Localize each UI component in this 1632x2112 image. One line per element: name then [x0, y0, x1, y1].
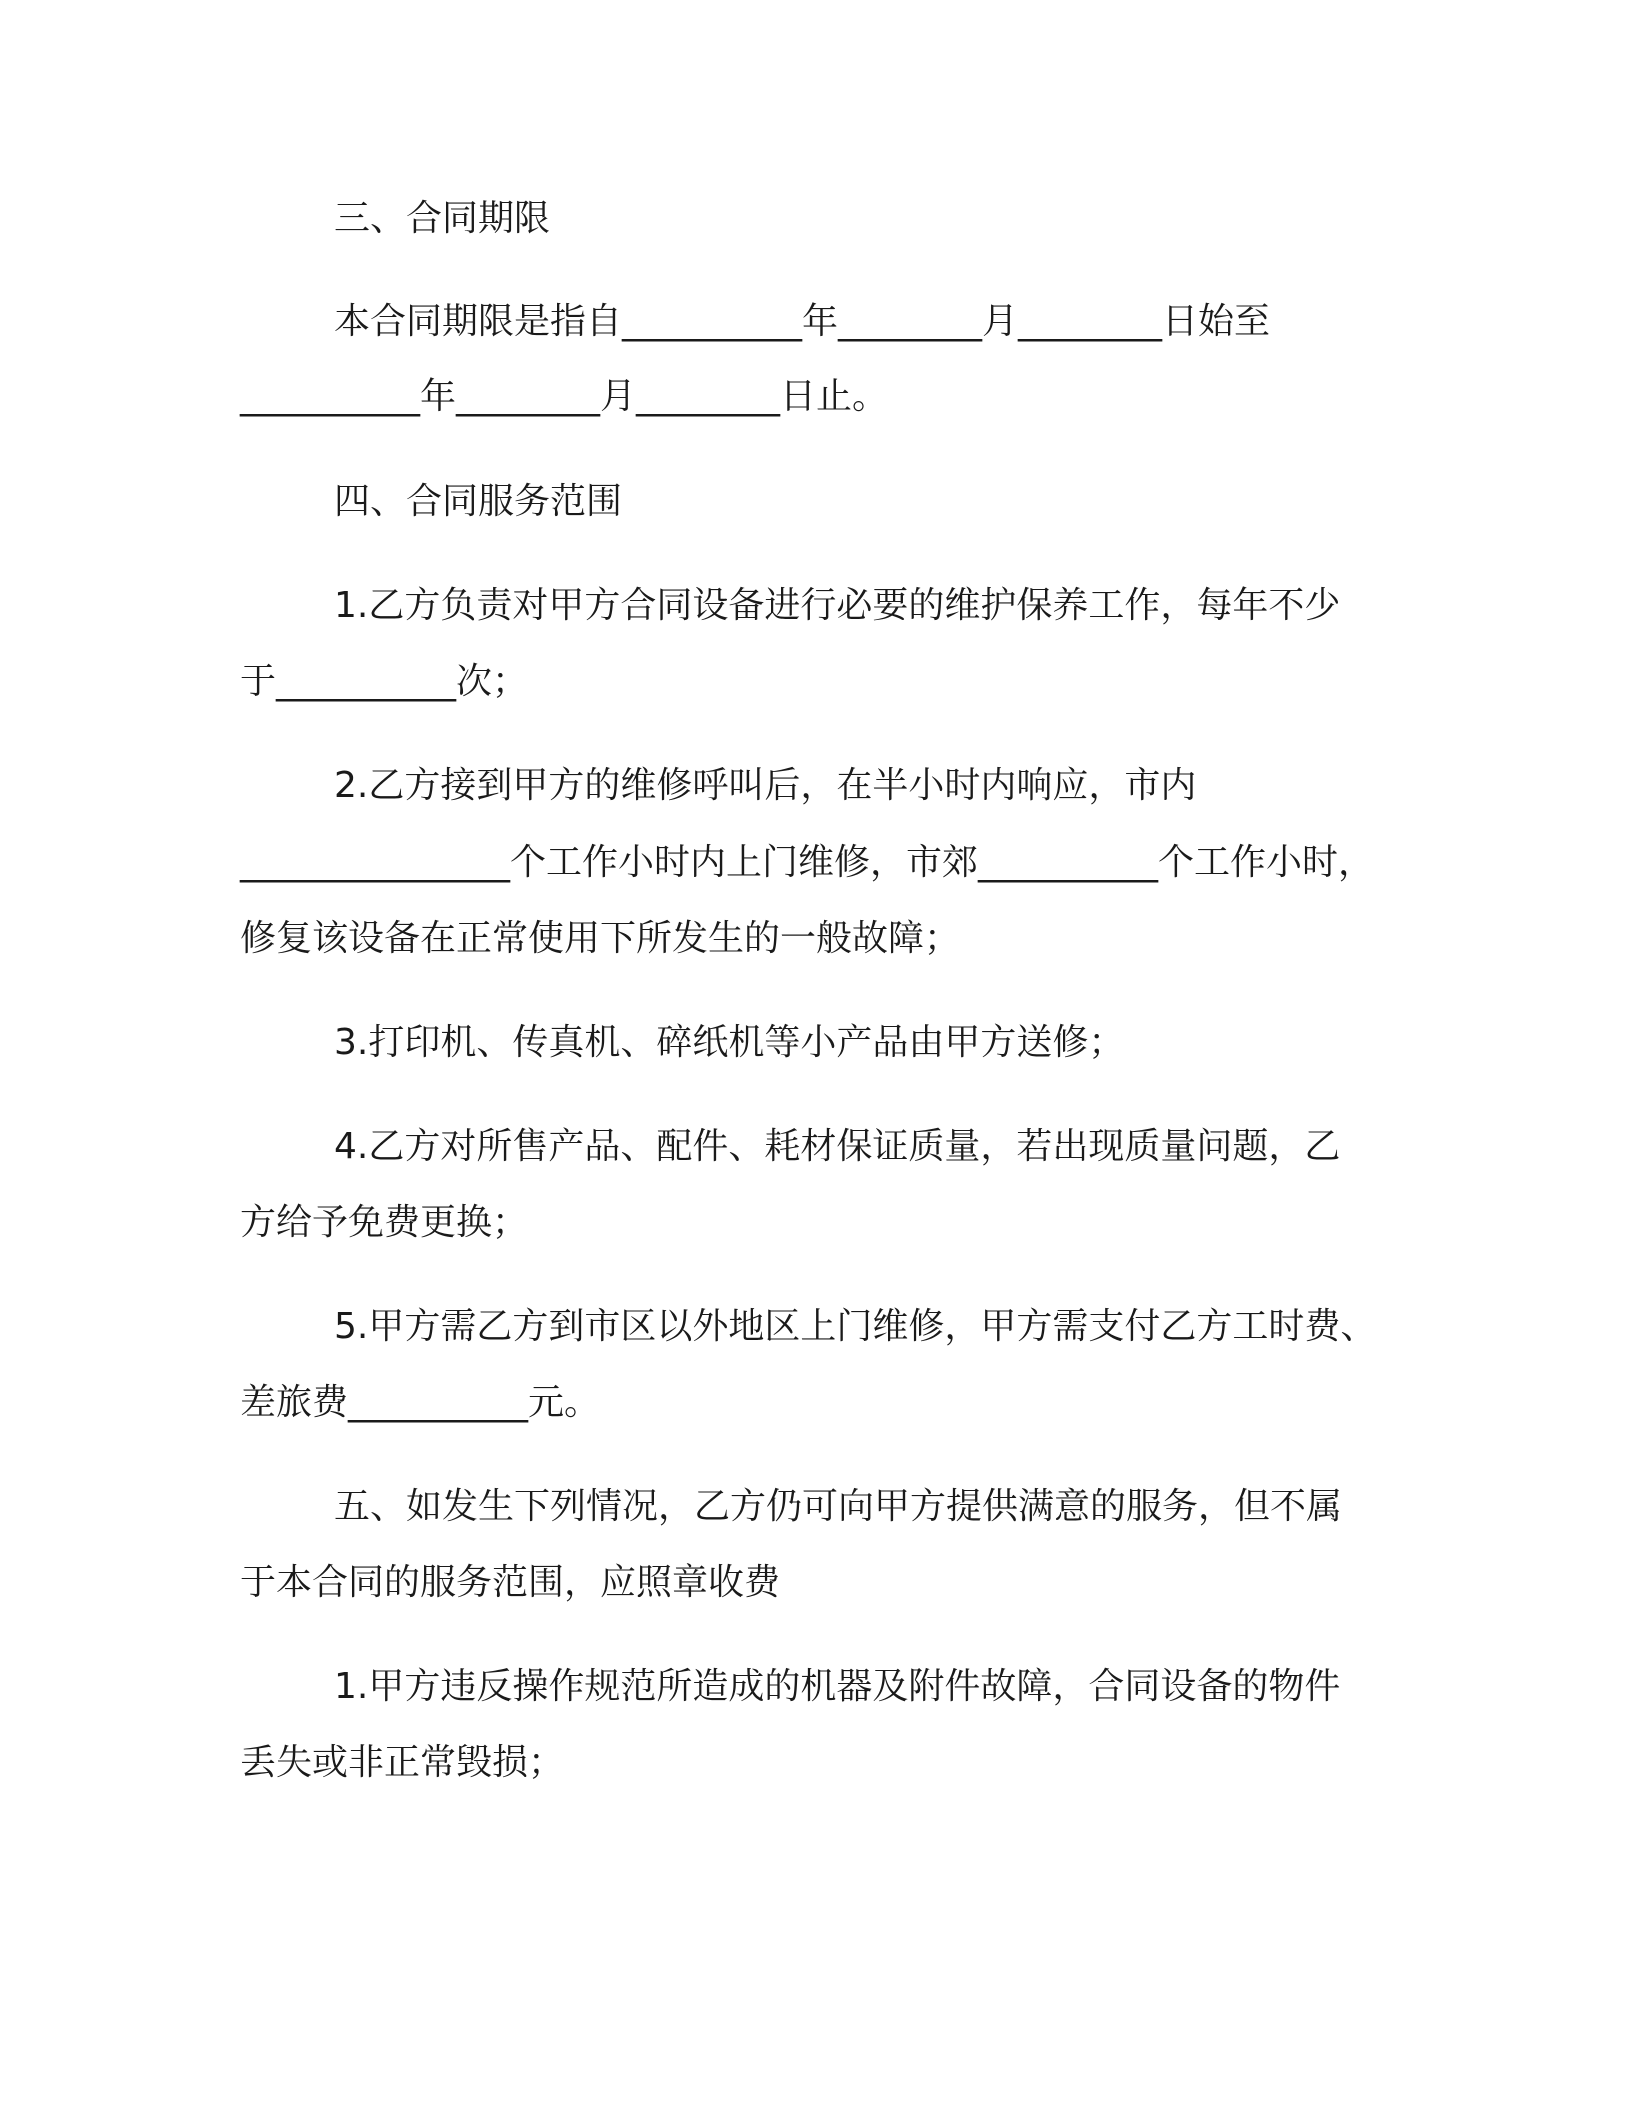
service-item-2-line-1: 2.乙方接到甲方的维修呼叫后，在半小时内响应，市内: [334, 765, 1197, 806]
service-item-2-line-3: 修复该设备在正常使用下所发生的一般故障；: [240, 918, 961, 959]
contract-term-line-1: 本合同期限是指自__________年________月________日始至: [334, 301, 1271, 342]
service-item-5-line-1: 5.甲方需乙方到市区以外地区上门维修，甲方需支付乙方工时费、: [334, 1306, 1377, 1347]
contract-term-line-2: __________年________月________日止。: [240, 376, 889, 417]
exclusion-item-1-line-1: 1.甲方违反操作规范所造成的机器及附件故障，合同设备的物件: [334, 1666, 1341, 1707]
service-item-4-line-1: 4.乙方对所售产品、配件、耗材保证质量，若出现质量问题，乙: [334, 1126, 1341, 1167]
service-item-1-line-1: 1.乙方负责对甲方合同设备进行必要的维护保养工作，每年不少: [334, 585, 1341, 626]
service-item-2-line-2: _______________个工作小时内上门维修，市郊__________个工作小时，: [240, 842, 1375, 883]
service-item-4-line-2: 方给予免费更换；: [240, 1202, 529, 1243]
service-item-1-line-2: 于__________次；: [240, 661, 529, 702]
service-item-3-line-1: 3.打印机、传真机、碎纸机等小产品由甲方送修；: [334, 1022, 1125, 1063]
service-item-5-line-2: 差旅费__________元。: [240, 1382, 601, 1423]
section-five-line-1: 五、如发生下列情况，乙方仍可向甲方提供满意的服务，但不属: [334, 1486, 1343, 1527]
section-five-line-2: 于本合同的服务范围，应照章收费: [240, 1562, 781, 1603]
section-four-heading: 四、合同服务范围: [334, 481, 623, 522]
exclusion-item-1-line-2: 丢失或非正常毁损；: [240, 1742, 565, 1783]
section-three-heading: 三、合同期限: [334, 198, 551, 239]
